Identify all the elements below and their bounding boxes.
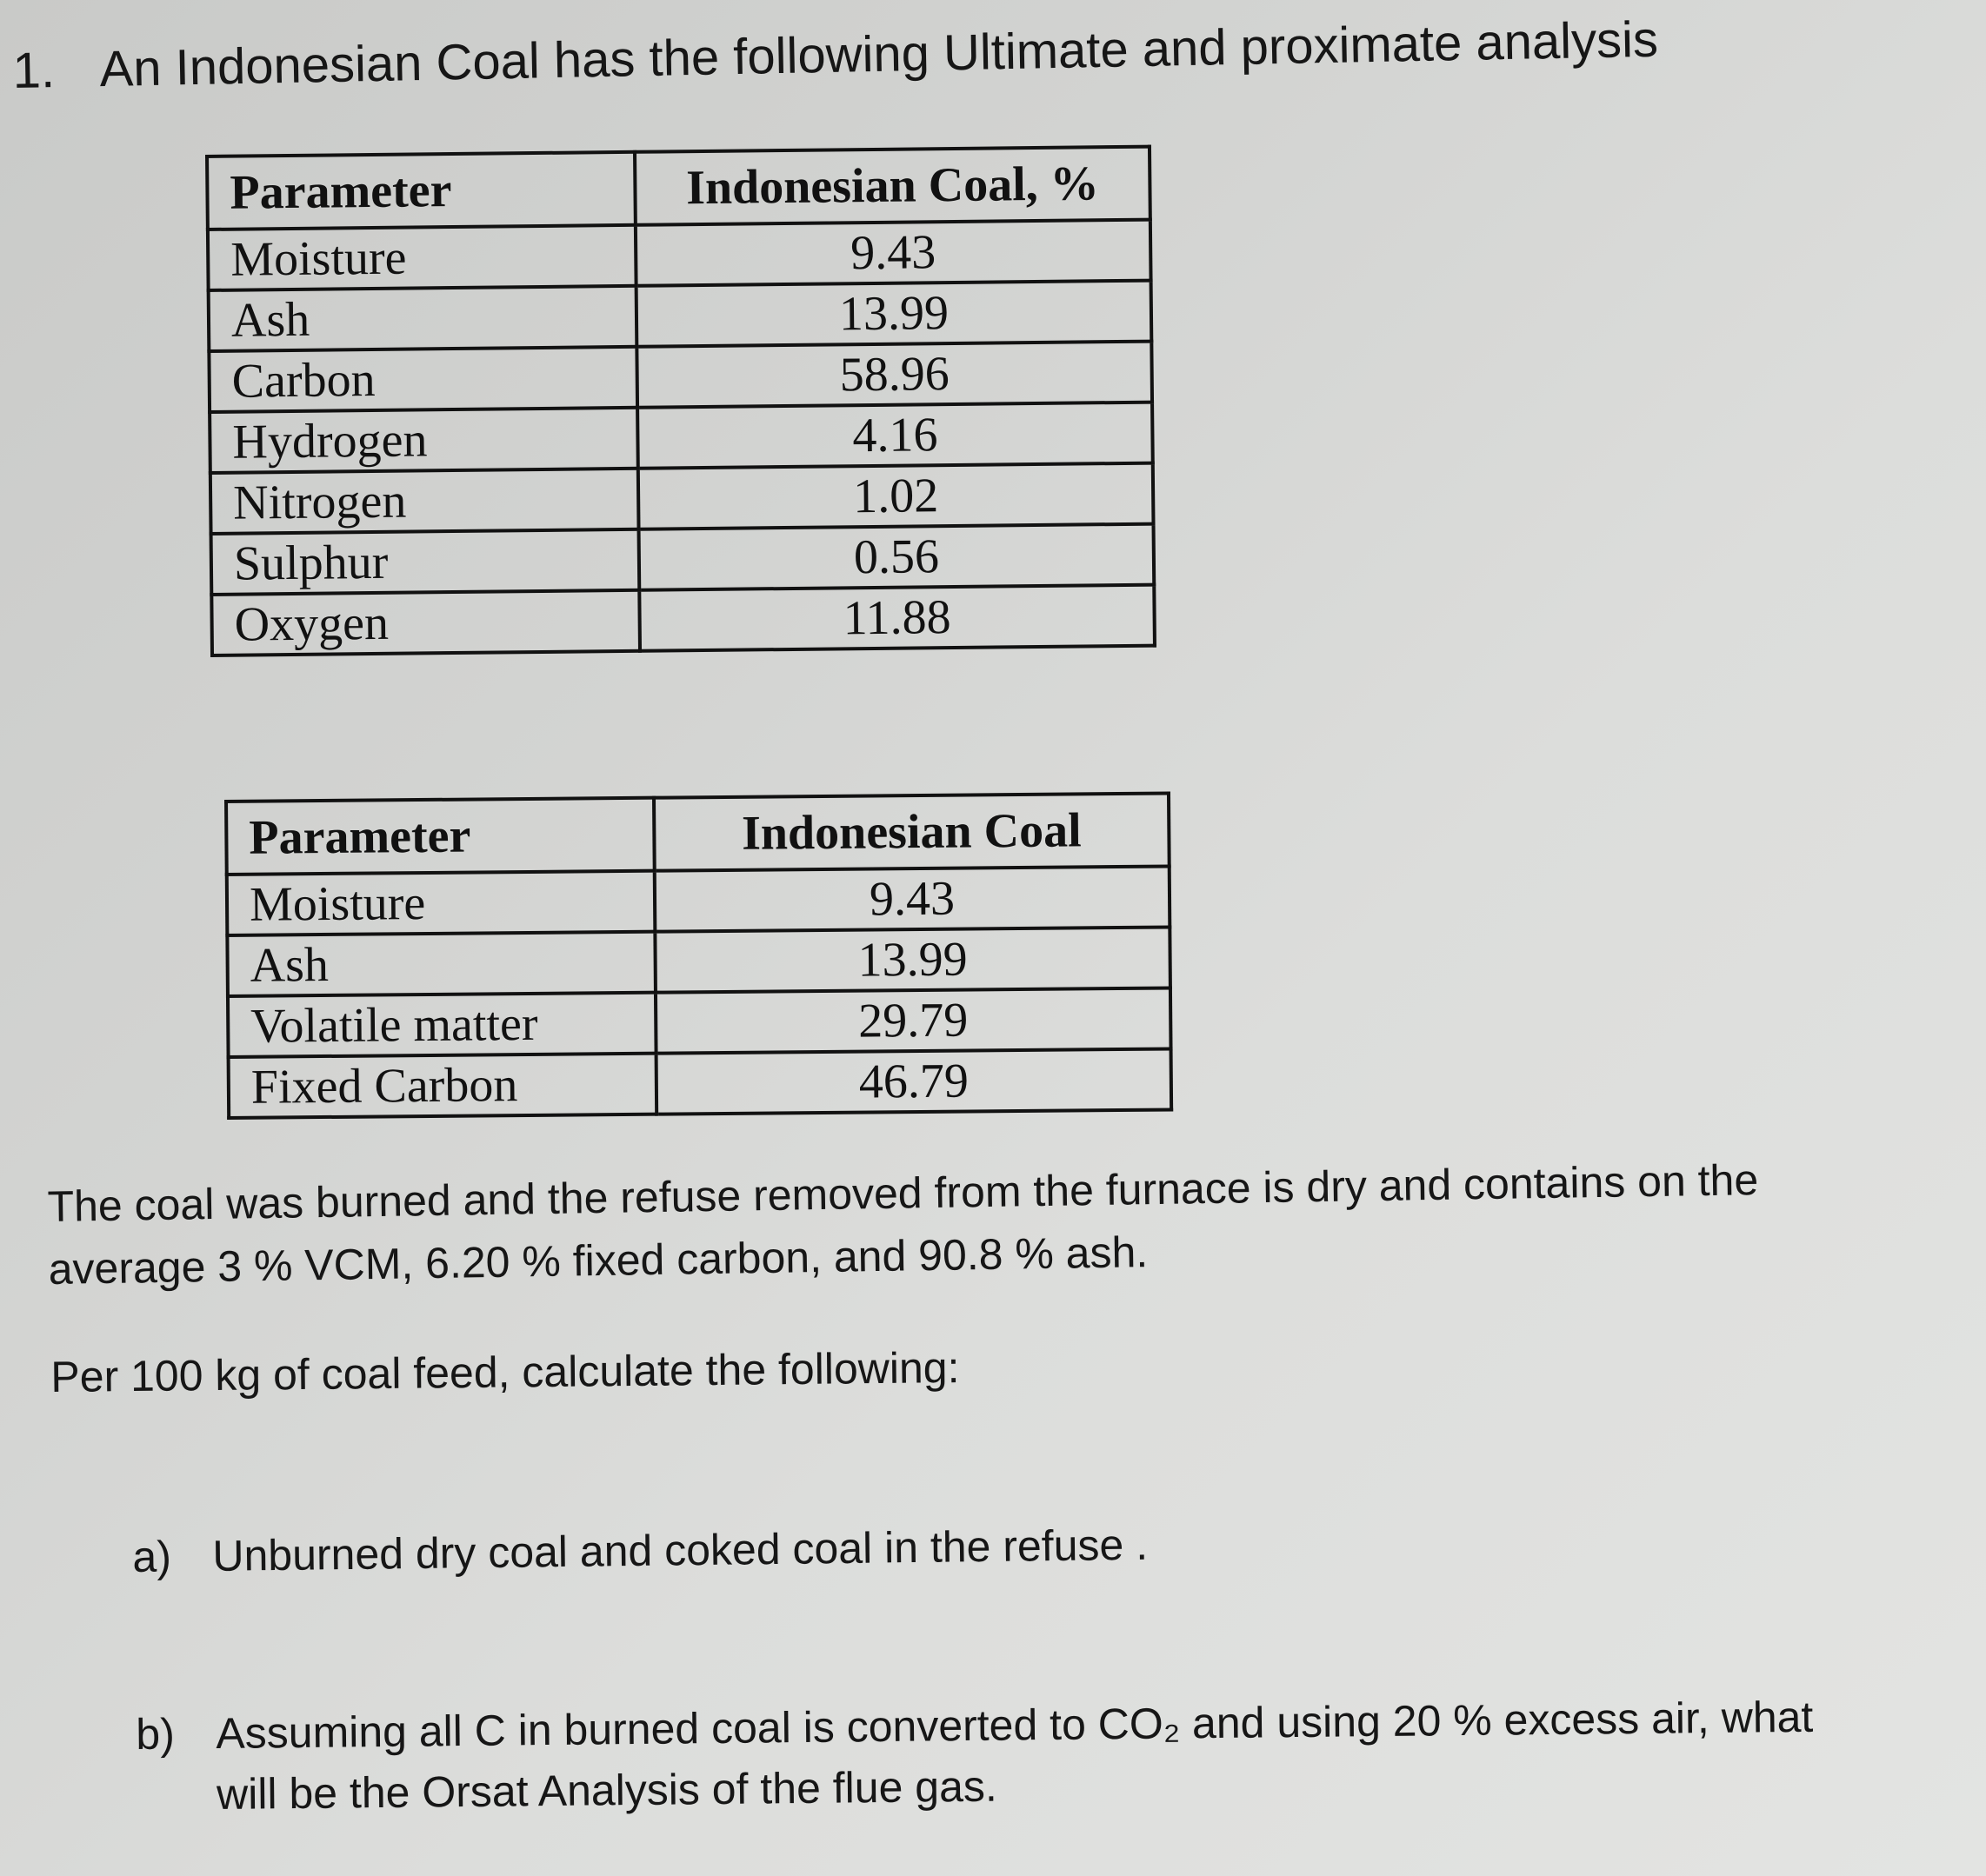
parameter-cell: Carbon [209, 347, 637, 412]
table-row [229, 1049, 1172, 1118]
value-cell: 29.79 [656, 988, 1171, 1054]
table-row [211, 585, 1155, 655]
refuse-description: The coal was burned and the refuse removed from the furnace is dry and contains on the average 3 % VCM, 6.20 % fixed carbon, and 90.8 % ash. [47, 1155, 1759, 1294]
table-row [210, 463, 1154, 534]
question-heading [12, 10, 1665, 100]
table-row [209, 342, 1152, 412]
table-row [227, 867, 1170, 935]
column-header-value: Indonesian Coal [654, 794, 1170, 871]
table-row [211, 524, 1155, 595]
value-cell: 13.99 [655, 928, 1170, 993]
sub-question-b [136, 1686, 1884, 1826]
parameter-cell: Ash [227, 932, 656, 996]
value-cell: 9.43 [655, 867, 1170, 932]
parameter-cell: Fixed Carbon [229, 1054, 657, 1118]
table-row [228, 988, 1171, 1057]
value-cell: 11.88 [639, 585, 1155, 651]
value-cell: 4.16 [637, 402, 1153, 469]
proximate-analysis-table [224, 792, 1173, 1120]
table-row [208, 220, 1151, 290]
sub-question-a [132, 1507, 1785, 1587]
parameter-cell: Sulphur [211, 529, 640, 595]
value-cell: 0.56 [639, 524, 1155, 590]
value-cell: 58.96 [636, 342, 1152, 408]
value-cell: 46.79 [656, 1049, 1172, 1114]
parameter-cell: Ash [209, 286, 637, 351]
parameter-cell: Hydrogen [210, 408, 638, 473]
parameter-cell: Nitrogen [210, 469, 639, 534]
value-cell: 1.02 [638, 463, 1154, 529]
ultimate-analysis-table [205, 145, 1156, 657]
parameter-cell: Volatile matter [228, 993, 656, 1057]
calculation-prompt: Per 100 kg of coal feed, calculate the following: [50, 1343, 960, 1401]
parameter-cell: Moisture [208, 225, 636, 290]
sub-question-text: Assuming all C in burned coal is converted to CO₂ and using 20 % excess air, what will be the Orsat Analysis of the flue gas. [216, 1692, 1814, 1819]
column-header-value: Indonesian Coal, % [635, 147, 1150, 225]
parameter-cell: Moisture [227, 871, 656, 935]
sub-question-label: b) [136, 1709, 176, 1759]
table-header-row [226, 794, 1170, 875]
column-header-parameter: Parameter [207, 152, 636, 230]
sub-question-label: a) [132, 1532, 172, 1581]
sub-question-text: Unburned dry coal and coked coal in the refuse . [212, 1520, 1149, 1580]
table-row [227, 928, 1170, 996]
parameter-cell: Oxygen [211, 590, 640, 655]
question-number: 1. [12, 42, 56, 99]
table-row [209, 281, 1152, 351]
value-cell: 9.43 [636, 220, 1151, 286]
table-header-row [207, 147, 1150, 230]
value-cell: 13.99 [636, 281, 1152, 347]
question-heading-text: An Indonesian Coal has the following Ultimate and proximate analysis [99, 10, 1659, 98]
table-row [210, 402, 1153, 473]
column-header-parameter: Parameter [226, 798, 655, 875]
